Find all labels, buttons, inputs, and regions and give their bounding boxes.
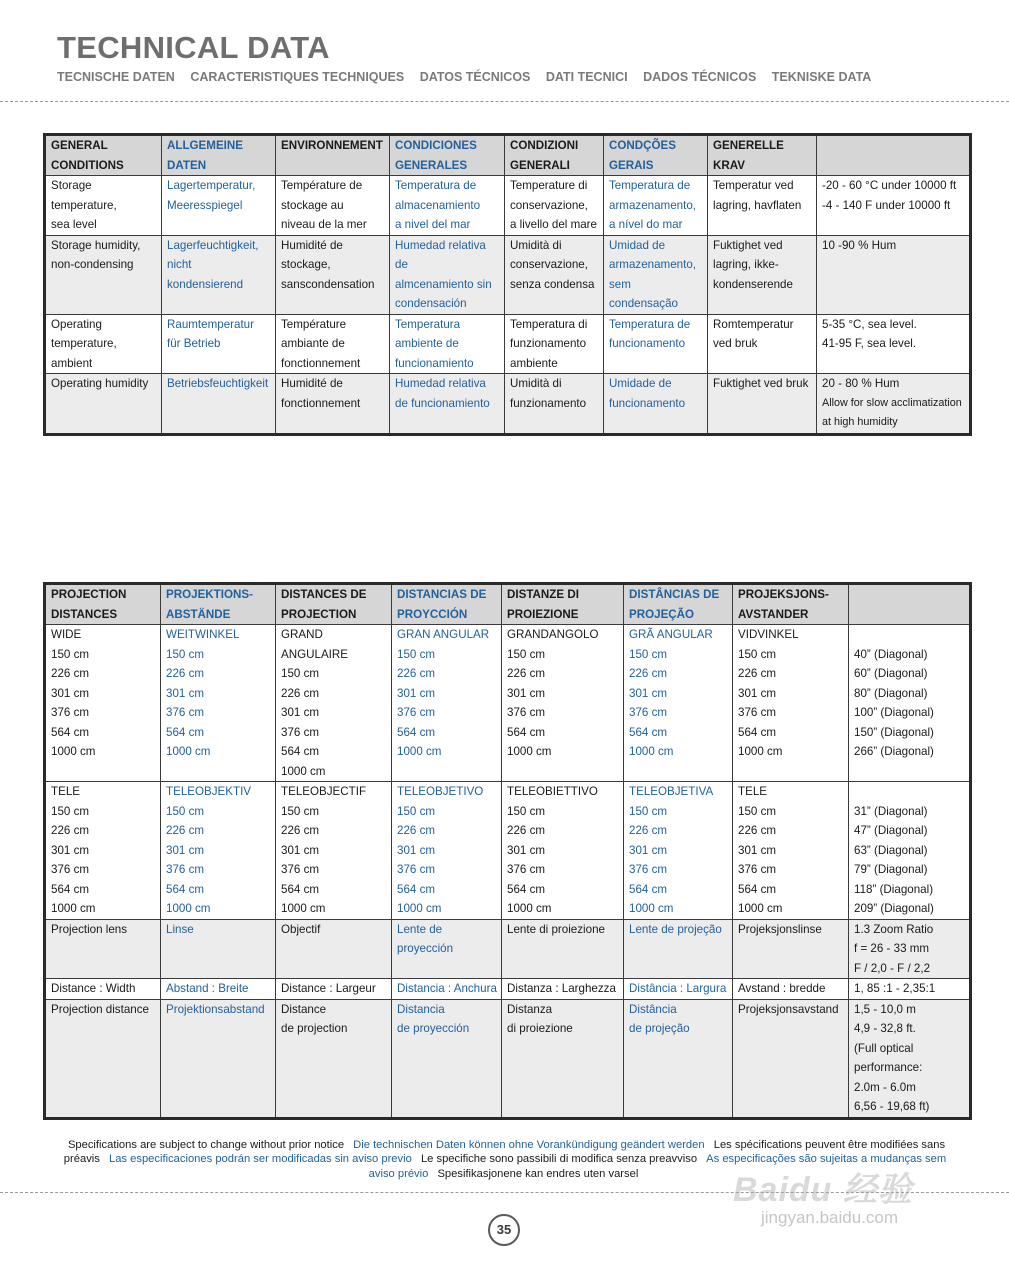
table-cell <box>624 625 733 782</box>
table-cell: Distance de projection <box>276 999 392 1118</box>
distance-value: 301 cm <box>281 843 320 857</box>
table-cell: Humedad relativa de almcenamiento sin condensación <box>390 235 505 314</box>
distance-value: 564 cm <box>281 882 320 896</box>
distance-value: 1000 cm <box>166 745 211 758</box>
general-conditions-table <box>43 133 972 436</box>
table-cell: Temperatur ved lagring, havflaten <box>708 176 817 236</box>
distance-value: 1000 cm <box>51 745 96 758</box>
distance-value: 301 cm <box>629 843 668 857</box>
table-cell: Umidità di funzionamento <box>505 374 604 435</box>
distance-value: 301 cm <box>397 686 436 700</box>
distance-value: 1000 cm <box>629 902 674 915</box>
table-cell: Umidad de armazenamento, sem condensação <box>604 235 708 314</box>
distance-value: 564 cm <box>507 725 546 739</box>
projection-distances-table <box>43 582 972 1120</box>
table-cell: 5-35 °C, sea level. 41-95 F, sea level. <box>817 314 971 374</box>
diagonal-value: 209” (Diagonal) <box>854 902 934 915</box>
table-cell: Linse <box>161 919 276 979</box>
table-cell: Humidité de stockage, sanscondensation <box>276 235 390 314</box>
table-cell: Projection distance <box>45 999 161 1118</box>
subtitle-es: DATOS TÉCNICOS <box>419 70 531 84</box>
distance-value: 564 cm <box>281 745 320 758</box>
distance-value: 226 cm <box>281 686 320 700</box>
table-cell: Operating humidity <box>45 374 162 435</box>
distance-value: 301 cm <box>51 843 90 857</box>
page-title: TECHNICAL DATA <box>57 30 330 65</box>
diagonal-value: 31” (Diagonal) <box>854 804 928 818</box>
lens-mode-label: VIDVINKEL <box>738 628 799 641</box>
distance-value: 226 cm <box>51 824 90 837</box>
distance-value: 564 cm <box>738 725 777 739</box>
distance-value: 226 cm <box>166 667 205 680</box>
header-cell: PROJEKSJONS- AVSTANDER <box>733 584 849 625</box>
table-cell: 1.3 Zoom Ratio f = 26 - 33 mm F / 2,0 - F / 2,2 <box>849 919 971 979</box>
distance-value: 226 cm <box>629 667 668 680</box>
distance-value: 226 cm <box>507 667 546 680</box>
table-cell <box>161 782 276 920</box>
table-cell: Projektionsabstand <box>161 999 276 1118</box>
table-cell: Lente de proyección <box>392 919 502 979</box>
table-cell: Objectif <box>276 919 392 979</box>
distance-value: 301 cm <box>507 686 546 700</box>
distance-value: 150 cm <box>281 667 320 680</box>
distance-value: 1000 cm <box>738 902 783 915</box>
table-cell: Operating temperature, ambient <box>45 314 162 374</box>
acclimatization-note: Allow for slow acclimatization at high humidity <box>822 396 962 428</box>
table-cell <box>849 782 971 920</box>
subtitle-languages <box>57 70 883 84</box>
distance-value: 376 cm <box>51 706 90 719</box>
table-cell: Temperatura de armazenamento, a nível do mar <box>604 176 708 236</box>
diagonal-value: 79” (Diagonal) <box>854 863 928 876</box>
distance-value: 564 cm <box>166 725 205 739</box>
table-cell: Temperatura di funzionamento ambiente <box>505 314 604 374</box>
table-cell: 10 -90 % Hum <box>817 235 971 314</box>
table-cell: Lagertemperatur, Meeresspiegel <box>162 176 276 236</box>
distance-value: 150 cm <box>166 647 205 661</box>
header-cell: ALLGEMEINE DATEN <box>162 135 276 176</box>
watermark-logo: Baidu 经验 <box>733 1171 913 1209</box>
subtitle-no: TEKNISKE DATA <box>771 70 872 84</box>
distance-value: 1000 cm <box>397 745 442 758</box>
table-row <box>45 235 971 314</box>
header-cell: DISTÂNCIAS DE PROJEÇÃO <box>624 584 733 625</box>
table-cell: Temperatura de funcionamento <box>604 314 708 374</box>
distance-value: 226 cm <box>629 824 668 837</box>
table-row <box>45 999 971 1118</box>
lens-mode-label: TELEOBIETTIVO <box>507 785 598 798</box>
notice-es: Las especificaciones podrán ser modificadas sin aviso previo <box>108 1153 412 1166</box>
notice-de: Die technischen Daten können ohne Vorankündigung geändert werden <box>353 1139 705 1151</box>
notice-fr: Les spécifications peuvent être modifiées sans préavis <box>63 1139 946 1166</box>
header-cell: GENERELLE KRAV <box>708 135 817 176</box>
distance-value: 1000 cm <box>166 902 211 915</box>
header-cell: GENERAL CONDITIONS <box>45 135 162 176</box>
lens-mode-label: GRAN ANGULAR <box>397 628 490 641</box>
table-cell: Temperatura de almacenamiento a nivel del mar <box>390 176 505 236</box>
header-cell: CONDÇÕES GERAIS <box>604 135 708 176</box>
distance-value: 226 cm <box>507 824 546 837</box>
distance-value: 376 cm <box>507 863 546 876</box>
table-cell <box>392 782 502 920</box>
diagonal-value: 80” (Diagonal) <box>854 686 928 700</box>
lens-mode-label: TELEOBJEKTIV <box>166 785 252 798</box>
header-cell <box>817 135 971 176</box>
table-cell: Projeksjonsavstand <box>733 999 849 1118</box>
table-cell: Umidità di conservazione, senza condensa <box>505 235 604 314</box>
lens-mode-label: TELE <box>738 785 767 798</box>
table-cell <box>45 782 161 920</box>
diagonal-value: 47” (Diagonal) <box>854 824 928 837</box>
distance-value: 1000 cm <box>507 902 552 915</box>
table-cell: Avstand : bredde <box>733 979 849 1000</box>
diagonal-value: 100” (Diagonal) <box>854 706 934 719</box>
table-cell <box>502 782 624 920</box>
distance-value: 301 cm <box>507 843 546 857</box>
distance-value: 301 cm <box>166 843 205 857</box>
table-cell <box>276 625 392 782</box>
notice-it: Le specifiche sono passibili di modifica senza preavviso <box>420 1153 698 1166</box>
distance-value: 376 cm <box>629 706 668 719</box>
distance-value: 150 cm <box>397 647 436 661</box>
table-row <box>45 919 971 979</box>
distance-value: 150 cm <box>738 647 777 661</box>
table-cell: Betriebsfeuchtigkeit <box>162 374 276 435</box>
table-cell: Fuktighet ved lagring, ikke- kondenserende <box>708 235 817 314</box>
table-cell: Humedad relativa de funcionamiento <box>390 374 505 435</box>
distance-value: 226 cm <box>738 824 777 837</box>
distance-value: 150 cm <box>397 804 436 818</box>
table-row <box>45 176 971 236</box>
table-cell <box>276 782 392 920</box>
projection-header-row <box>45 584 971 625</box>
distance-value: 226 cm <box>397 824 436 837</box>
header-cell: DISTANCES DE PROJECTION <box>276 584 392 625</box>
table-cell: Abstand : Breite <box>161 979 276 1000</box>
table-cell: Distanza di proiezione <box>502 999 624 1118</box>
table-cell: Température de stockage au niveau de la mer <box>276 176 390 236</box>
table-cell: Projection lens <box>45 919 161 979</box>
subtitle-it: DATI TECNICI <box>545 70 628 84</box>
table-cell <box>817 374 971 435</box>
lens-mode-label: GRÃ ANGULAR <box>629 628 713 641</box>
table-cell <box>733 782 849 920</box>
distance-value: 564 cm <box>629 882 668 896</box>
distance-value: 376 cm <box>51 863 90 876</box>
notice-pt: As especificações são sujeitas a mudanças sem aviso prévio <box>368 1153 947 1180</box>
distance-value: 1000 cm <box>738 745 783 758</box>
table-cell: Temperature di conservazione, a livello del mare <box>505 176 604 236</box>
table-cell <box>502 625 624 782</box>
lens-mode-label: GRANDANGOLO <box>507 628 599 641</box>
table-cell: Distanza : Larghezza <box>502 979 624 1000</box>
table-row <box>45 625 971 782</box>
distance-value: 226 cm <box>397 667 436 680</box>
table-row <box>45 374 971 435</box>
diagonal-value: 60” (Diagonal) <box>854 667 928 680</box>
table-cell: -20 - 60 °C under 10000 ft -4 - 140 F under 10000 ft <box>817 176 971 236</box>
distance-value: 150 cm <box>629 804 668 818</box>
header-cell: CONDIZIONI GENERALI <box>505 135 604 176</box>
page-number: 35 <box>488 1214 520 1246</box>
header-cell: CONDICIONES GENERALES <box>390 135 505 176</box>
table-cell: Distance : Width <box>45 979 161 1000</box>
distance-value: 376 cm <box>166 863 205 876</box>
distance-value: 150 cm <box>507 804 546 818</box>
subtitle-fr: CARACTERISTIQUES TECHNIQUES <box>190 70 405 84</box>
distance-value: 150 cm <box>738 804 777 818</box>
top-divider <box>0 101 1009 102</box>
table-cell: Romtemperatur ved bruk <box>708 314 817 374</box>
table-cell: Umidade de funcionamento <box>604 374 708 435</box>
table-cell: Distancia de proyección <box>392 999 502 1118</box>
table-cell: Storage temperature, sea level <box>45 176 162 236</box>
table-cell <box>161 625 276 782</box>
header-cell: DISTANZE DI PROIEZIONE <box>502 584 624 625</box>
distance-value: 564 cm <box>629 725 668 739</box>
table-cell: Lente di proiezione <box>502 919 624 979</box>
table-cell: Fuktighet ved bruk <box>708 374 817 435</box>
diagonal-value: 266” (Diagonal) <box>854 745 934 758</box>
distance-value: 150 cm <box>166 804 205 818</box>
humidity-value: 20 - 80 % Hum <box>822 377 900 390</box>
table-cell: Projeksjonslinse <box>733 919 849 979</box>
distance-value: 226 cm <box>281 824 320 837</box>
notice-en: Specifications are subject to change without prior notice <box>67 1139 345 1151</box>
distance-value: 301 cm <box>281 706 320 719</box>
table-row <box>45 782 971 920</box>
diagonal-value: 150” (Diagonal) <box>854 725 934 739</box>
table-cell: Temperatura ambiente de funcionamiento <box>390 314 505 374</box>
distance-value: 376 cm <box>281 725 320 739</box>
header-cell: DISTANCIAS DE PROYCCIÓN <box>392 584 502 625</box>
distance-value: 564 cm <box>166 882 205 896</box>
distance-value: 376 cm <box>397 863 436 876</box>
distance-value: 376 cm <box>397 706 436 719</box>
lens-mode-label <box>854 625 965 645</box>
lens-mode-label: TELEOBJECTIF <box>281 785 367 798</box>
distance-value: 1000 cm <box>507 745 552 758</box>
distance-value: 564 cm <box>507 882 546 896</box>
distance-value: 564 cm <box>397 725 436 739</box>
distance-value: 564 cm <box>738 882 777 896</box>
distance-value: 564 cm <box>51 882 90 896</box>
table-cell <box>392 625 502 782</box>
table-cell <box>849 625 971 782</box>
table-cell: Lente de projeção <box>624 919 733 979</box>
lens-mode-label: TELEOBJETIVA <box>629 785 714 798</box>
distance-value: 226 cm <box>738 667 777 680</box>
distance-value: 301 cm <box>738 686 777 700</box>
table-cell <box>45 625 161 782</box>
distance-value: 376 cm <box>738 863 777 876</box>
diagonal-value: 118” (Diagonal) <box>854 882 934 896</box>
distance-value: 1000 cm <box>51 902 96 915</box>
distance-value: 226 cm <box>51 667 90 680</box>
table-cell: Storage humidity, non-condensing <box>45 235 162 314</box>
lens-mode-label: TELEOBJETIVO <box>397 785 484 798</box>
diagonal-value: 40” (Diagonal) <box>854 647 928 661</box>
distance-value: 564 cm <box>397 882 436 896</box>
distance-value: 376 cm <box>629 863 668 876</box>
table-cell: Distance : Largeur <box>276 979 392 1000</box>
distance-value: 150 cm <box>507 647 546 661</box>
distance-value: 150 cm <box>51 647 90 661</box>
distance-value: 301 cm <box>629 686 668 700</box>
header-cell: PROJECTION DISTANCES <box>45 584 161 625</box>
distance-value: 1000 cm <box>629 745 674 758</box>
lens-mode-label <box>854 782 965 802</box>
distance-value: 150 cm <box>281 804 320 818</box>
table-cell <box>624 782 733 920</box>
table-row <box>45 979 971 1000</box>
lens-mode-label: TELE <box>51 785 80 798</box>
notice-no: Spesifikasjonene kan endres uten varsel <box>437 1167 639 1180</box>
distance-value: 376 cm <box>738 706 777 719</box>
distance-value: 1000 cm <box>281 764 326 778</box>
distance-value: 150 cm <box>629 647 668 661</box>
header-cell <box>849 584 971 625</box>
distance-value: 376 cm <box>507 706 546 719</box>
table-row <box>45 314 971 374</box>
table-cell: 1, 85 :1 - 2,35:1 <box>849 979 971 1000</box>
table-cell: Distância de projeção <box>624 999 733 1118</box>
lens-mode-label: WEITWINKEL <box>166 628 240 641</box>
table-cell: 1,5 - 10,0 m 4,9 - 32,8 ft. (Full optical performance: 2.0m - 6.0m 6,56 - 19,68 ft) <box>849 999 971 1118</box>
table-cell: Distancia : Anchura <box>392 979 502 1000</box>
distance-value: 1000 cm <box>397 902 442 915</box>
table-cell: Distância : Largura <box>624 979 733 1000</box>
distance-value: 301 cm <box>738 843 777 857</box>
table-cell: Température ambiante de fonctionnement <box>276 314 390 374</box>
diagonal-value: 63” (Diagonal) <box>854 843 928 857</box>
distance-value: 376 cm <box>281 863 320 876</box>
table-cell <box>733 625 849 782</box>
header-cell: ENVIRONNEMENT <box>276 135 390 176</box>
watermark-url: jingyan.baidu.com <box>761 1208 899 1227</box>
distance-value: 301 cm <box>166 686 205 700</box>
subtitle-pt: DADOS TÉCNICOS <box>643 70 757 84</box>
distance-value: 376 cm <box>166 706 205 719</box>
distance-value: 1000 cm <box>281 902 326 915</box>
lens-mode-label: WIDE <box>51 628 82 641</box>
distance-value: 226 cm <box>166 824 205 837</box>
distance-value: 150 cm <box>51 804 90 818</box>
baidu-watermark <box>725 1162 955 1242</box>
table-cell: Raumtemperatur für Betrieb <box>162 314 276 374</box>
general-header-row <box>45 135 971 176</box>
header-cell: PROJEKTIONS- ABSTÄNDE <box>161 584 276 625</box>
table-cell: Humidité de fonctionnement <box>276 374 390 435</box>
table-cell: Lagerfeuchtigkeit, nicht kondensierend <box>162 235 276 314</box>
lens-mode-label: GRAND ANGULAIRE <box>281 628 349 661</box>
distance-value: 301 cm <box>51 686 90 700</box>
distance-value: 301 cm <box>397 843 436 857</box>
distance-value: 564 cm <box>51 725 90 739</box>
subtitle-de: TECNISCHE DATEN <box>57 70 175 84</box>
